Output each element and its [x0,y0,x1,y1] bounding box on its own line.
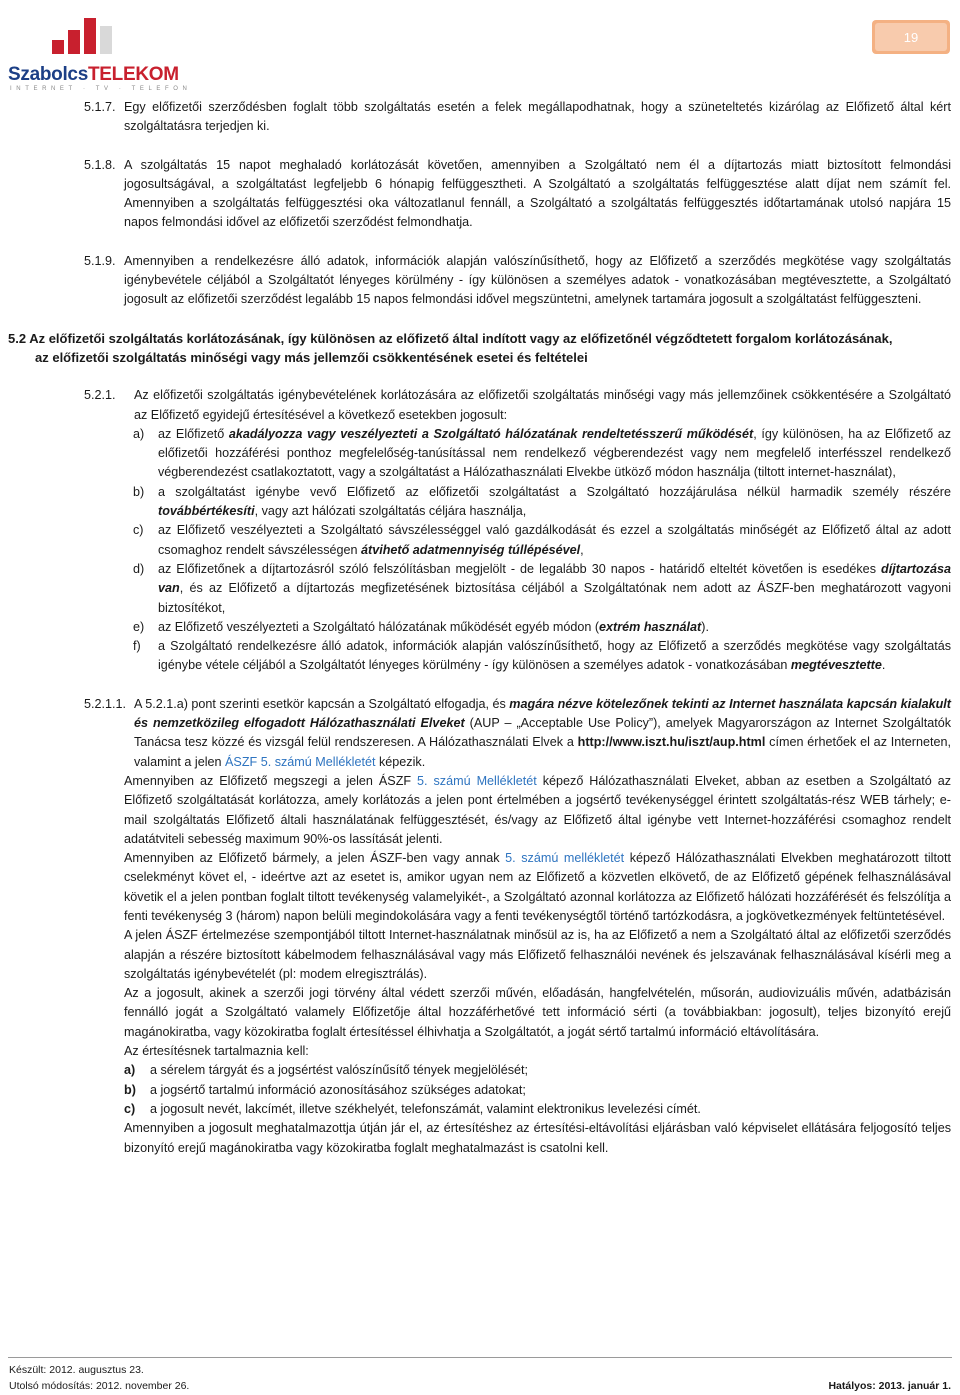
item-text: a Szolgáltató rendelkezésre álló adatok, információk alapján valószínűsíthető, hogy az Előfizető a szerződés megkötése vagy szolgáltatás igénybe vétele céljából a Szolgáltatót lényeges körülmény - így különösen a személyes adatok - vonatkozásában [158,639,951,673]
list-item-d [84,560,951,618]
page-number-badge [872,20,950,54]
item-emphasis: továbbértékesíti [158,504,255,519]
section-text: Amennyiben a rendelkezésre álló adatok, információk alapján valószínűsíthető, hogy az Előfizető a szerződés megkötése vagy szolgáltatás igénybevétele céljából a Szolgáltatót lényeges körülmény - így különösen a személyes adatok - vonatkozásában megtévesztette, a Szolgáltató jogosult az előfizetői szerződést legalább 15 napos felmondási idővel megszüntetni, amelynek tartamára jogosult a szolgáltatást felfüggeszteni. [124,253,951,307]
list-item-a [84,425,951,483]
list-item-b [84,483,951,522]
paragraph-3 [84,849,951,926]
paragraph-5: Az a jogosult, akinek a szerzői jogi törvény által védett szerzői művén, előadásán, hangfelvételén, műsorán, audiovizuális művén, adatbázisán fennálló jogát a Szolgáltató valamely Előfizetője által hozzáférhetővé tett információ sérti (a továbbiakban: jogosult), teljes bizonyító erejű magánokiratba, vagy közokiratba foglalt értesítéssel élhivhatja a Szolgáltatót, a jogát sértő tartalmú információ eltávolítására. [124,986,951,1039]
aup-url-link[interactable]: http://www.iszt.hu/iszt/aup.html [577,735,766,750]
annex-5-link[interactable]: 5. számú Mellékletét [417,773,537,788]
section-number: 5.1.9. [84,253,116,268]
para-text: A 5.2.1.a) pont szerinti esetkör kapcsán a Szolgáltató elfogadja, és [134,696,510,711]
company-logo [8,8,192,92]
list-marker: a) [133,426,145,441]
item-text: a jogosult nevét, lakcímét, illetve székhelyét, telefonszámát, valamint elektronikus levelezési címét. [150,1101,701,1116]
document-body [8,98,952,1158]
item-emphasis: akadályozza vagy veszélyezteti a Szolgáltató hálózatának rendeltetésszerű működését [228,426,754,441]
item-emphasis: megtévesztette [790,658,882,673]
para-text: Amennyiben az Előfizető bármely, a jelen ÁSZF-ben vagy annak [124,851,506,866]
heading-line-2: az előfizetői szolgáltatás minőségi vagy más jellemzői csökkentésének esetei és feltételei [35,349,588,365]
section-5-1-8 [84,156,951,233]
section-text: A szolgáltatás 15 napot meghaladó korlátozását követően, amennyiben a Szolgáltató nem él a díjtartozás miatt biztosított felmondási jogosultságával, a szolgáltatást legfeljebb 6 hónapig felfüggesztheti. A Szolgáltató a szolgáltatás felfüggesztése alatt díjat nem számít fel. Amennyiben a szolgáltatás felfüggesztési oka változatlanul fennáll, a Szolgáltató a szolgáltatás felfüggesztés időtartamának utolsó napjára 15 napos felmondási idővel az előfizetői szerződést felmondhatja. [124,157,951,230]
footer-modified: Utolsó módosítás: 2012. november 26. [9,1380,190,1392]
paragraph-7: Amennyiben a jogosult meghatalmazottja útján jár el, az értesítéshez az értesítési-eltávolítási eljárásban való képviselet ellátására feljogosító teljes bizonyító erejű magánokiratba vagy közokiratba foglalt meghatalmazást is csatolni kell. [124,1121,951,1155]
logo-part1: Szabolcs [8,64,88,85]
footer-effective: Hatályos: 2013. január 1. [828,1380,951,1392]
section-number: 5.2.1. [84,388,116,403]
para-text-end: képezik. [375,754,426,769]
item-text-cont: ). [701,619,709,634]
para-text-cont: képező Hálózathasználati Elveket, abban az esetben a Szolgáltató az Előfizető szolgáltatását korlátozza, amely korlátozás a jelen pont értelmében a jogsértő tevékenységgel érintett szolgáltatás-rész WEB tárhely; e-mail szolgáltatás Előfizető általi használatának felfüggesztését, és/vagy az Előfizető által igénybe vett Internet-hozzáférési csomaghoz rendelt adatátviteli sebesség maximum 90%-os lassítását jelenti. [124,773,951,846]
logo-wordmark [8,64,179,86]
para-text: Amennyiben az Előfizető megszegi a jelen ÁSZF [124,773,418,788]
footer-created: Készült: 2012. augusztus 23. [9,1364,144,1376]
heading-line-1: 5.2 Az előfizetői szolgáltatás korlátozásának, így különösen az előfizető által indított vagy az előfizetőnél végződtetett forgalom korlátozásának, [8,330,893,346]
section-intro: Az előfizetői szolgáltatás igénybevételének korlátozására az előfizetői szolgáltatás minőségi vagy más jellemzőinek csökkentésére a Szolgáltató az Előfizető egyidejű értesítésével a következő esetekben jogosult: [134,388,951,422]
paragraph-2 [84,772,951,849]
item-emphasis: extrém használat [599,619,702,634]
section-text: Egy előfizetői szerződésben foglalt több szolgáltatás esetén a felek megállapodhatnak, hogy a szüneteltetés kizárólag az Előfizető által kért szolgáltatásra terjedjen ki. [124,100,951,134]
list-marker: c) [124,1101,136,1116]
list-marker: a) [124,1063,136,1078]
section-number: 5.1.8. [84,157,116,172]
item-text-cont: , [580,542,584,557]
item-text: az Előfizető [158,426,229,441]
item-text: az Előfizető veszélyezteti a Szolgáltató hálózatának működését egyéb módon ( [158,619,600,634]
list-marker: b) [124,1082,136,1097]
item-text-cont: , vagy azt hálózati szolgáltatás céljára használja, [254,504,527,519]
item-text: az Előfizető veszélyezteti a Szolgáltató sávszélességgel való gazdálkodását és ezzel a szolgáltatás minőségét az Előfizető által az adott csomaghoz rendelt sávszélességen [158,523,951,557]
section-5-2-heading [8,329,951,368]
item-emphasis: díjtartozása van [158,561,951,596]
item-text-cont: , így különösen, ha az Előfizető az előfizetői hozzáférési ponthoz megfelelőség-tanúsítással nem rendelkező végberendezést vagy nem megfelelő interfésszel rendelkező végberendezést csatlakoztatott, vagy a szolgáltatást a Hálózathasználati Elvekbe ütköző módon használja (tiltott internet-használat), [158,426,952,480]
section-number: 5.2.1.1. [84,696,127,711]
list-marker: c) [133,523,144,538]
annex-5-link[interactable]: ÁSZF 5. számú Mellékletét [225,754,376,769]
list-item-c [84,521,951,560]
logo-tagline: INTERNET · TV · TELEFON [10,86,192,92]
logo-bars-icon [50,10,120,60]
list-marker: b) [133,484,145,499]
section-5-1-7 [84,98,951,137]
list-item-e [84,618,951,637]
footer-divider [8,1357,952,1358]
para-text-cont: (AUP – „Acceptable Use Policy”), amelyek Magyarországon az Internet Szolgáltatók Tanácsa tesz közzé és vizsgál felül rendszeresen. A Hálózathasználati Elvek a [134,716,952,750]
item-text-cont: . [881,658,886,673]
para-emphasis: magára nézve kötelezőnek tekinti az Internet használata kapcsán kialakult és nemzetközileg elfogadott Hálózathasználati Elveket [134,696,951,731]
item-text: a szolgáltatást igénybe vevő Előfizető az előfizetői szolgáltatást a Szolgáltató hozzájárulása nélkül harmadik személy részére [158,484,951,499]
list-marker: f) [133,639,141,654]
list-item-f [84,637,951,676]
notice-item-c [84,1100,951,1119]
list-marker: e) [133,619,145,634]
para-text-cont-2: címen érhetőek el az Interneten, valamint a jelen [134,735,951,769]
item-text-cont: , és az Előfizető a díjtartozás megfizetésének biztosítása céljából a Szolgáltatónak nem adott az ÁSZF-ben meghatározott vagyoni biztosítékot, [158,581,951,615]
paragraph-4: A jelen ÁSZF értelmezése szempontjából tiltott Internet-használatnak minősül az is, ha az Előfizető a nem a Szolgáltató által az előfizetői szerződés alapján a részére biztosított kábelmodem felhasználásával vagy más Előfizető felhasználói nevének és jelszavának felhasználásával kísérli meg a szolgáltatás igénybevételét (pl: modem elregisztrálás). [124,928,951,981]
section-5-2-1 [84,386,951,425]
notice-item-a [84,1061,951,1080]
section-5-2-1-1 [84,695,951,772]
notice-item-b [84,1081,951,1100]
section-number: 5.1.7. [84,100,116,114]
annex-5-link[interactable]: 5. számú mellékletét [505,851,625,866]
item-text: az Előfizetőnek a díjtartozásról szóló felszólításban megjelölt - de legalább 30 napos - határidő elteltét követően is esedékes [158,561,881,576]
logo-part2: TELEKOM [87,64,179,85]
item-text: a jogsértő tartalmú információ azonosításához szükséges adatokat; [150,1082,526,1097]
paragraph-6: Az értesítésnek tartalmaznia kell: [124,1044,309,1059]
page-number: 19 [875,23,947,51]
item-emphasis: átvihető adatmennyiség túllépésével [361,542,581,557]
list-marker: d) [133,561,145,576]
section-5-1-9 [84,252,951,310]
item-text: a sérelem tárgyát és a jogsértést valószínűsítő tények megjelölését; [150,1063,529,1078]
para-text-cont: képező Hálózathasználati Elvekben meghatározott tiltott cselekményt követ el, - ideértve azt az esetet is, amikor ugyan nem az Előfizető a közvetlen elkövető, de az Előfizető gépének felhasználásával követik el a jelen pontban foglalt tiltott tevékenység valamelyikét-, a Szolgáltató azonnal korlátozza az Előfizető hálózati hozzáférését és felszólítja a fenti tevékenység 3 (három) napon belüli megindokolására vagy a fenti tevékenységtől történő tartózkodásra, a jogkövetkezmények feltüntetésével. [124,851,951,923]
